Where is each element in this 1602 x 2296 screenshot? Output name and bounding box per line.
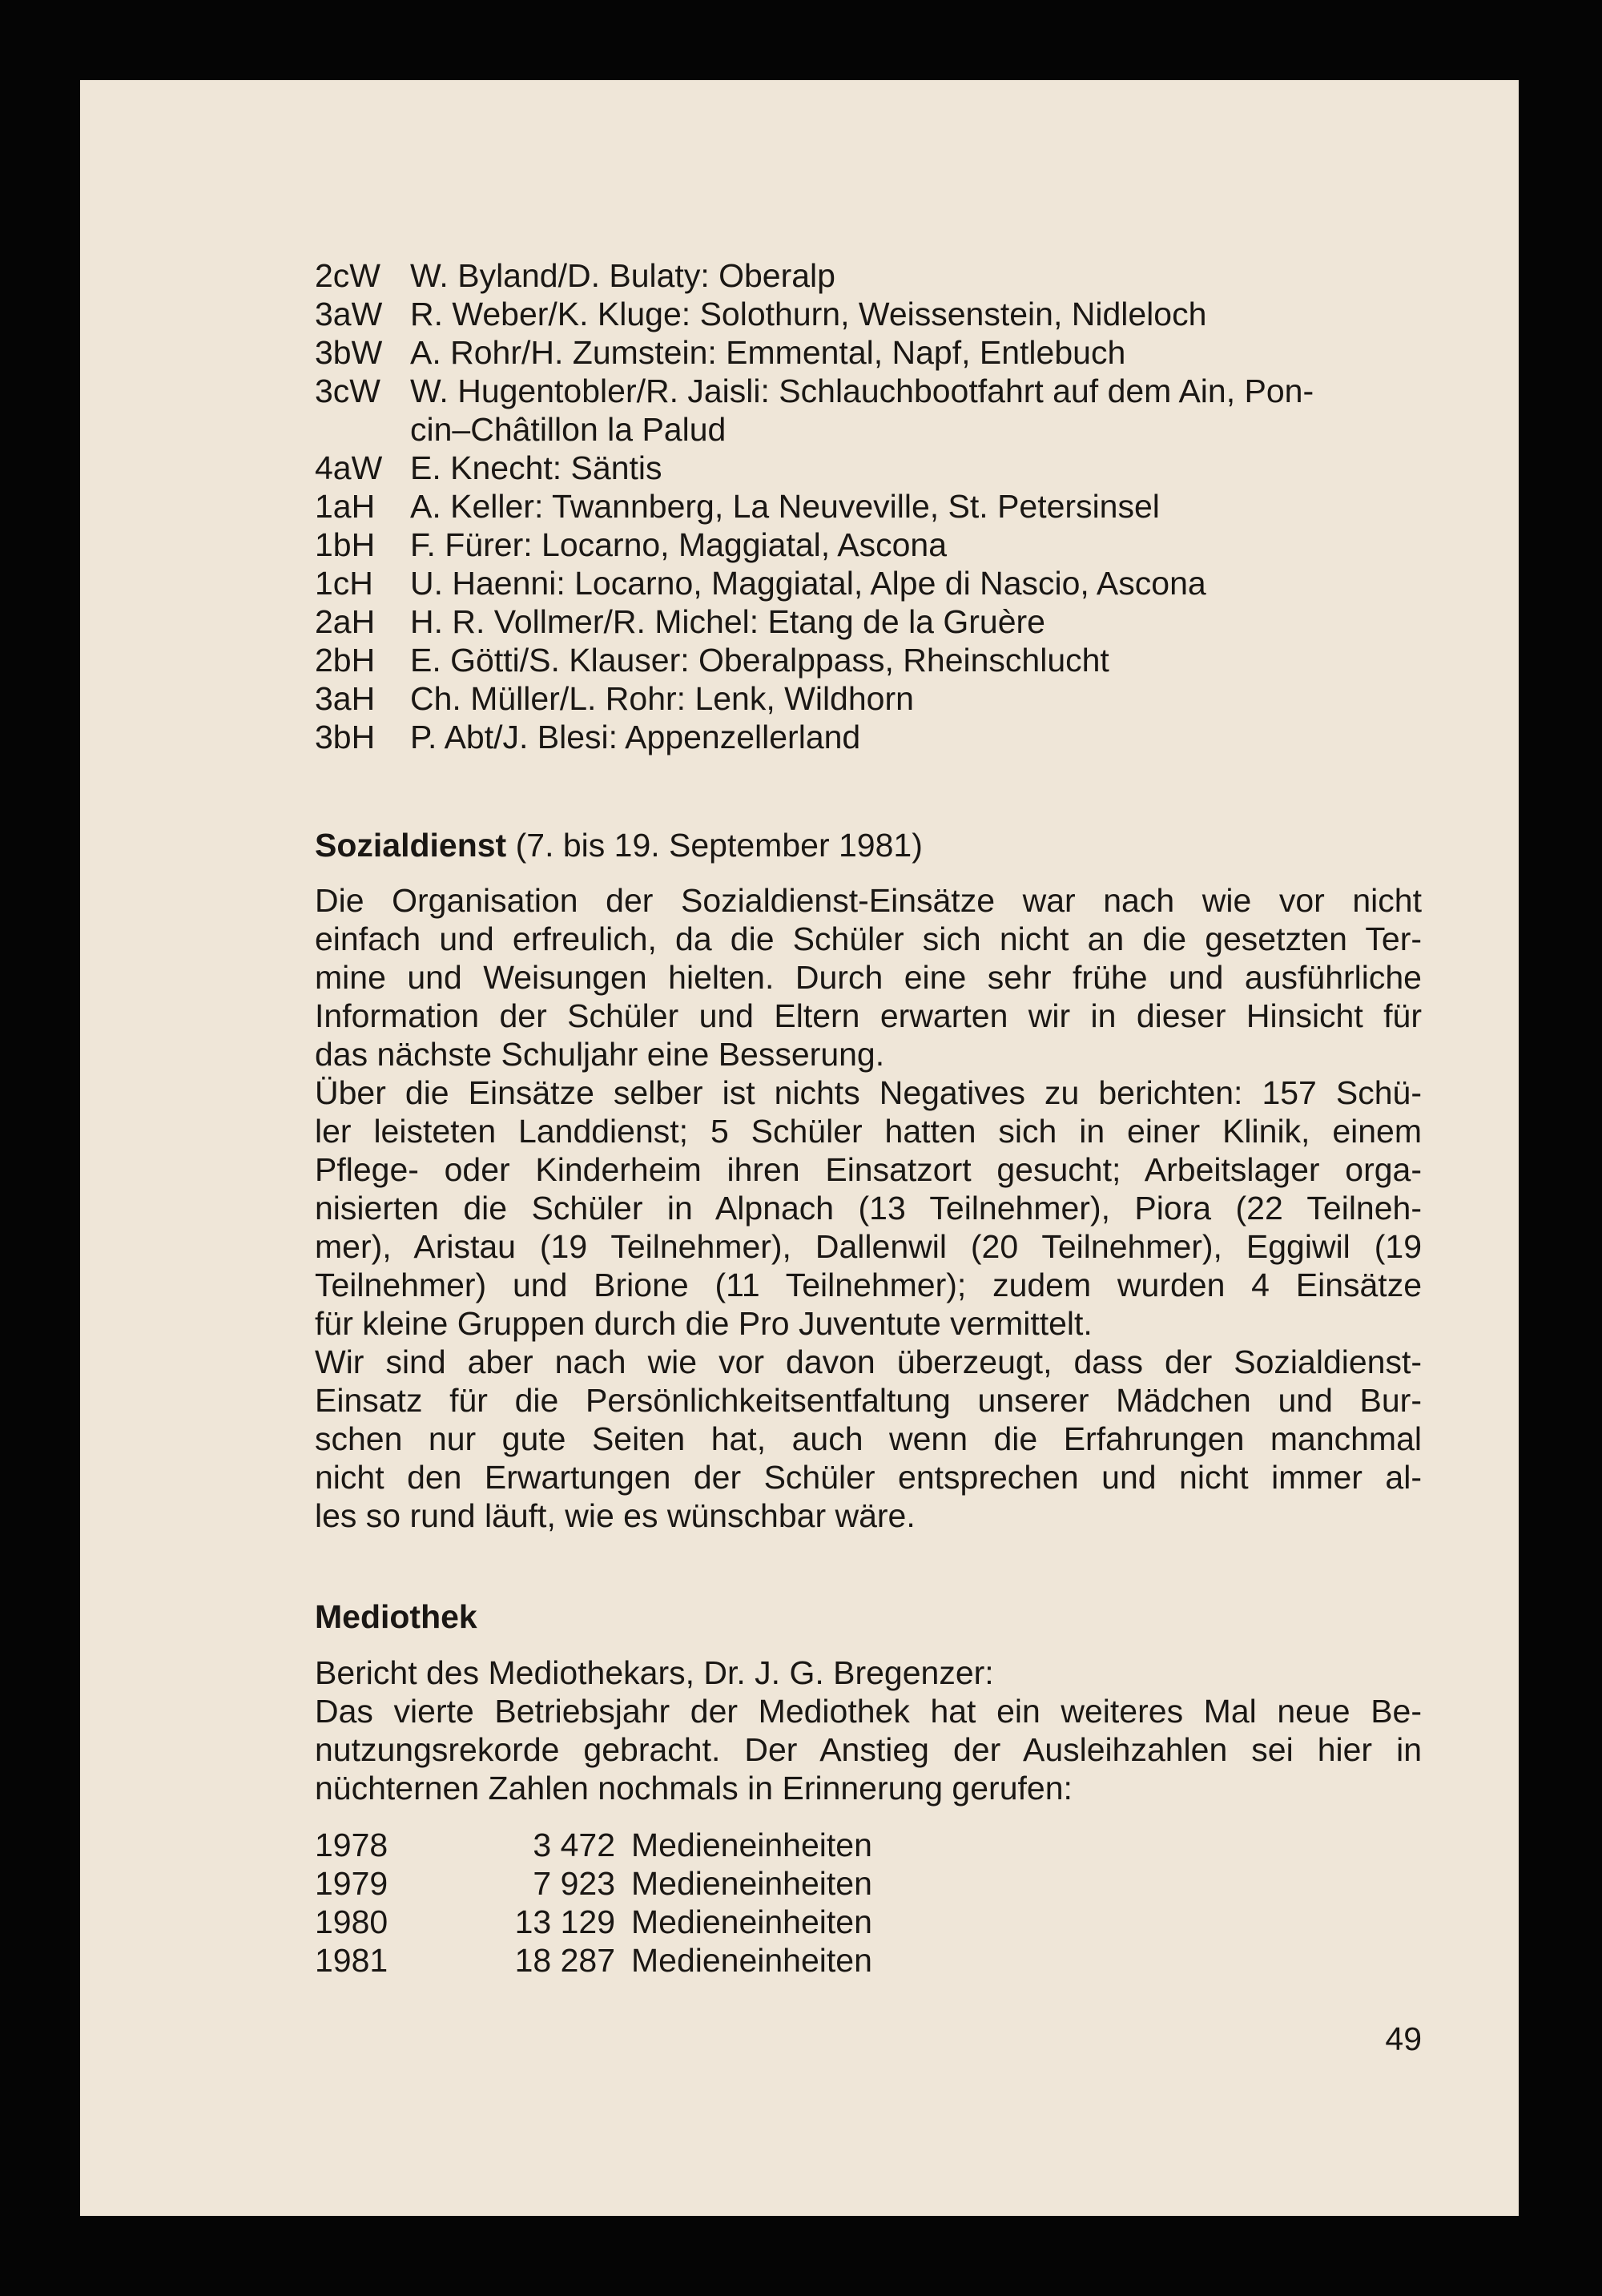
mediothek-body <box>315 1654 1422 1807</box>
class-code: 3aW <box>315 296 383 332</box>
year-cell: 1980 <box>315 1903 388 1940</box>
paragraph-line: nicht den Erwartungen der Schüler entsprechen und nicht immer al- <box>315 1459 1422 1496</box>
paragraph-line: schen nur gute Seiten hat, auch wenn die Erfahrungen manchmal <box>315 1420 1422 1457</box>
unit-cell: Medieneinheiten <box>631 1903 872 1940</box>
count-cell: 13 129 <box>514 1903 615 1940</box>
excursion-description: W. Hugentobler/R. Jaisli: Schlauchbootfahrt auf dem Ain, Pon- <box>410 373 1314 409</box>
paragraph-line: mine und Weisungen hielten. Durch eine sehr frühe und ausführliche <box>315 959 1422 996</box>
class-code: 2bH <box>315 642 376 679</box>
table-row <box>315 1941 1422 1980</box>
class-code: 3bW <box>315 334 383 371</box>
count-cell: 18 287 <box>514 1942 615 1979</box>
section-heading-sozialdienst <box>315 826 923 864</box>
paragraph-line: ler leisteten Landdienst; 5 Schüler hatten sich in einer Klinik, einem <box>315 1113 1422 1150</box>
paragraph-line: les so rund läuft, wie es wünschbar wäre. <box>315 1497 916 1534</box>
excursion-description: R. Weber/K. Kluge: Solothurn, Weissenstein, Nidleloch <box>410 296 1207 332</box>
paragraph-line: nüchternen Zahlen nochmals in Erinnerung gerufen: <box>315 1770 1073 1807</box>
excursion-description: P. Abt/J. Blesi: Appenzellerland <box>410 719 861 755</box>
excursion-description: W. Byland/D. Bulaty: Oberalp <box>410 257 835 294</box>
section-heading-mediothek: Mediothek <box>315 1598 477 1635</box>
excursion-description: cin–Châtillon la Palud <box>410 411 727 448</box>
class-code: 3cW <box>315 373 380 409</box>
excursion-description: A. Rohr/H. Zumstein: Emmental, Napf, Entlebuch <box>410 334 1126 371</box>
loan-statistics-table <box>315 1826 1422 1980</box>
excursion-description: A. Keller: Twannberg, La Neuveville, St. Petersinsel <box>410 488 1160 525</box>
heading-dates: (7. bis 19. September 1981) <box>506 827 923 864</box>
class-code: 1aH <box>315 488 376 525</box>
class-code: 1bH <box>315 526 376 563</box>
class-code: 3aH <box>315 680 376 717</box>
unit-cell: Medieneinheiten <box>631 1942 872 1979</box>
table-row <box>315 1903 1422 1941</box>
paragraph-line: Information der Schüler und Eltern erwarten wir in dieser Hinsicht für <box>315 997 1422 1034</box>
count-cell: 7 923 <box>533 1865 615 1902</box>
class-code: 1cH <box>315 565 373 602</box>
unit-cell: Medieneinheiten <box>631 1865 872 1902</box>
class-code: 2aH <box>315 603 376 640</box>
paragraph-line: Einsatz für die Persönlichkeitsentfaltung unserer Mädchen und Bur- <box>315 1382 1422 1419</box>
paragraph-line: Bericht des Mediothekars, Dr. J. G. Bregenzer: <box>315 1654 994 1691</box>
page-number: 49 <box>1385 2020 1422 2057</box>
excursion-description: E. Götti/S. Klauser: Oberalppass, Rheinschlucht <box>410 642 1109 679</box>
paragraph-line: mer), Aristau (19 Teilnehmer), Dallenwil (20 Teilnehmer), Eggiwil (19 <box>315 1228 1422 1265</box>
class-code: 4aW <box>315 449 383 486</box>
unit-cell: Medieneinheiten <box>631 1827 872 1863</box>
paragraph-line: Die Organisation der Sozialdienst-Einsätze war nach wie vor nicht <box>315 882 1422 919</box>
paragraph-line: Pflege- oder Kinderheim ihren Einsatzort gesucht; Arbeitslager orga- <box>315 1151 1422 1188</box>
excursion-description: U. Haenni: Locarno, Maggiatal, Alpe di Nascio, Ascona <box>410 565 1206 602</box>
paragraph-line: für kleine Gruppen durch die Pro Juventute vermittelt. <box>315 1305 1093 1342</box>
excursion-description: F. Fürer: Locarno, Maggiatal, Ascona <box>410 526 948 563</box>
class-code: 3bH <box>315 719 376 755</box>
paragraph-line: Über die Einsätze selber ist nichts Negatives zu berichten: 157 Schü- <box>315 1074 1422 1111</box>
sozialdienst-body <box>315 881 1422 1535</box>
excursion-description: Ch. Müller/L. Rohr: Lenk, Wildhorn <box>410 680 914 717</box>
paragraph-line: einfach und erfreulich, da die Schüler sich nicht an die gesetzten Ter- <box>315 920 1422 957</box>
year-cell: 1978 <box>315 1827 388 1863</box>
table-row <box>315 1864 1422 1903</box>
paragraph-line: Das vierte Betriebsjahr der Mediothek hat ein weiteres Mal neue Be- <box>315 1693 1422 1730</box>
paragraph-line: nisierten die Schüler in Alpnach (13 Teilnehmer), Piora (22 Teilneh- <box>315 1190 1422 1227</box>
class-code: 2cW <box>315 257 380 294</box>
excursion-description: H. R. Vollmer/R. Michel: Etang de la Gruère <box>410 603 1045 640</box>
count-cell: 3 472 <box>533 1827 615 1863</box>
heading-title: Sozialdienst <box>315 827 507 864</box>
excursion-description: E. Knecht: Säntis <box>410 449 662 486</box>
paragraph-line: Teilnehmer) und Brione (11 Teilnehmer); zudem wurden 4 Einsätze <box>315 1267 1422 1303</box>
year-cell: 1981 <box>315 1942 388 1979</box>
paragraph-line: das nächste Schuljahr eine Besserung. <box>315 1036 885 1073</box>
paragraph-line: nutzungsrekorde gebracht. Der Anstieg der Ausleihzahlen sei hier in <box>315 1731 1422 1768</box>
year-cell: 1979 <box>315 1865 388 1902</box>
table-row <box>315 1826 1422 1864</box>
paragraph-line: Wir sind aber nach wie vor davon überzeugt, dass der Sozialdienst- <box>315 1343 1422 1380</box>
